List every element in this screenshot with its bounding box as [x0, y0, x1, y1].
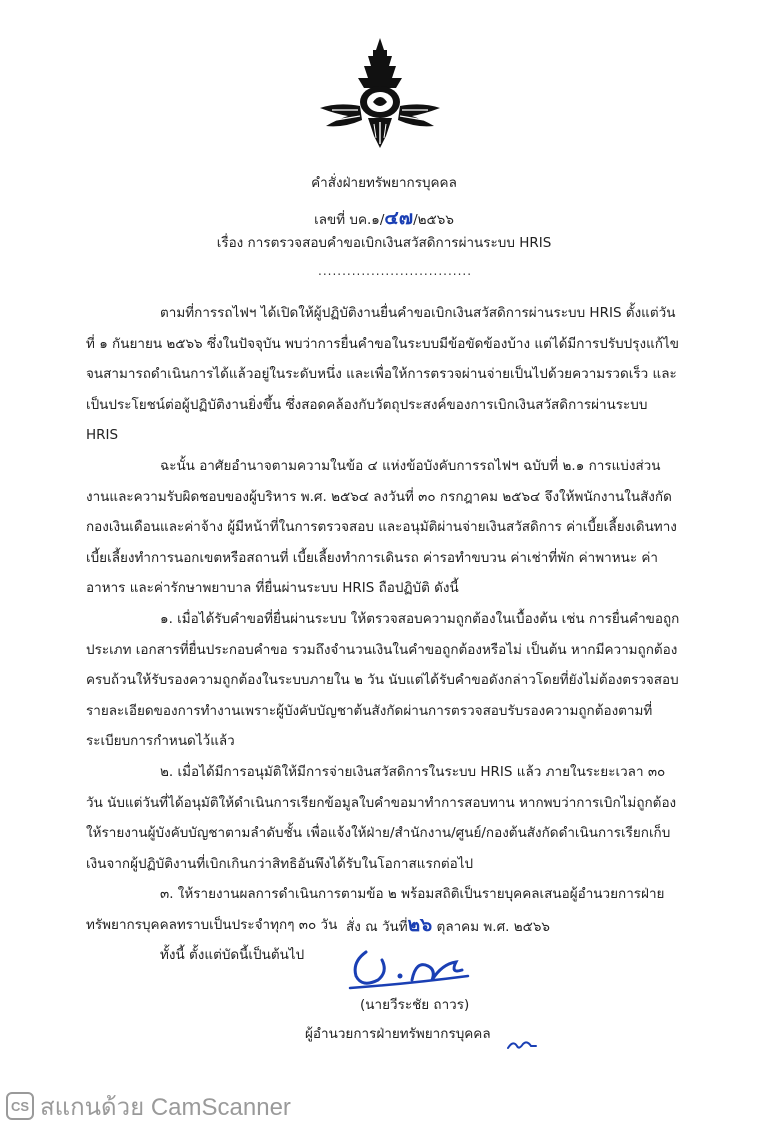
order-subject: เรื่อง การตรวจสอบคำขอเบิกเงินสวัสดิการผ่านระบบ HRIS	[216, 235, 552, 251]
initial-mark-icon	[505, 1036, 539, 1054]
order-number	[0, 203, 768, 233]
paragraph-background: ตามที่การรถไฟฯ ได้เปิดให้ผู้ปฏิบัติงานยื่นคำขอเบิกเงินสวัสดิการผ่านระบบ HRIS ตั้งแต่วันที่ ๑ กันยายน ๒๕๖๖ ซึ่งในปัจจุบัน พบว่าการยื่นคำขอในระบบมีข้อขัดข้องบ้าง แต่ได้มีการปรับปรุงแก้ไขจนสามารถดำเนินการได้แล้วอยู่ในระดับหนึ่ง และเพื่อให้การตรวจผ่านจ่ายเป็นไปด้วยความรวดเร็ว และเป็นประโยชน์ต่อผู้ปฏิบัติงานยิ่งขึ้น ซึ่งสอดคล้องกับวัตถุประสงค์ของการเบิกเงินสวัสดิการผ่านระบบ HRIS	[86, 305, 679, 444]
paragraph-item-1: ๑. เมื่อได้รับคำขอที่ยื่นผ่านระบบ ให้ตรวจสอบความถูกต้องในเบื้องต้น เช่น การยื่นคำขอถูกประเภท เอกสารที่ยื่นประกอบคำขอ รวมถึงจำนวนเงินในคำขอถูกต้องหรือไม่ เป็นต้น หากมีความถูกต้องครบถ้วนให้รับรองความถูกต้องในระบบภายใน ๒ วัน นับแต่ได้รับคำขอดังกล่าวโดยที่ยังไม่ต้องตรวจสอบรายละเอียดของการทำงานเพราะผู้บังคับบัญชาต้นสังกัดผ่านการตรวจสอบรับรองความถูกต้องตามที่ระเบียบการกำหนดไว้แล้ว	[86, 610, 680, 750]
camscanner-watermark	[6, 1090, 291, 1122]
paragraph-authority: ฉะนั้น อาศัยอำนาจตามความในข้อ ๔ แห่งข้อบังคับการรถไฟฯ ฉบับที่ ๒.๑ การแบ่งส่วนงานและความรับผิดชอบของผู้บริหาร พ.ศ. ๒๕๖๔ ลงวันที่ ๓๐ กรกฎาคม ๒๕๖๔ จึงให้พนักงานในสังกัดกองเงินเดือนและค่าจ้าง ผู้มีหน้าที่ในการตรวจสอบ และอนุมัติผ่านจ่ายเงินสวัสดิการ ค่าเบี้ยเลี้ยงเดินทาง เบี้ยเลี้ยงทำการนอกเขตหรือสถานที่ เบี้ยเลี้ยงทำการเดินรถ ค่ารอทำขบวน ค่าเช่าที่พัก ค่าพาหนะ ค่าอาหาร และค่ารักษาพยาบาล ที่ยื่นผ่านระบบ HRIS ถือปฏิบัติ ดังนี้	[86, 457, 677, 597]
order-title: คำสั่งฝ่ายทรัพยากรบุคคล	[311, 175, 457, 191]
order-number-suffix: /๒๕๖๖	[413, 212, 454, 228]
order-date-prefix: สั่ง ณ วันที่	[346, 919, 408, 935]
srt-emblem-icon	[318, 36, 442, 154]
order-number-handwritten: ๔๗	[384, 207, 414, 229]
order-number-prefix: เลขที่ บค.๑/	[314, 212, 385, 228]
camscanner-logo-icon: CS	[6, 1092, 34, 1120]
signer-name: (นายวีระชัย ถาวร)	[360, 997, 470, 1013]
order-date-day-handwritten: ๒๖	[407, 914, 433, 936]
order-date	[346, 910, 550, 940]
paragraph-effective: ทั้งนี้ ตั้งแต่บัดนี้เป็นต้นไป	[160, 947, 305, 964]
signature-icon	[346, 940, 474, 992]
signer-position: ผู้อำนวยการฝ่ายทรัพยากรบุคคล	[305, 1026, 491, 1042]
separator-dots: ................................	[318, 264, 473, 278]
order-date-suffix: ตุลาคม พ.ศ. ๒๕๖๖	[436, 919, 550, 935]
paragraph-item-3: ๓. ให้รายงานผลการดำเนินการตามข้อ ๒ พร้อมสถิติเป็นรายบุคคลเสนอผู้อำนวยการฝ่ายทรัพยากรบุคคลทราบเป็นประจำทุกๆ ๓๐ วัน	[86, 886, 665, 933]
paragraph-item-2: ๒. เมื่อได้มีการอนุมัติให้มีการจ่ายเงินสวัสดิการในระบบ HRIS แล้ว ภายในระยะเวลา ๓๐ วัน นับแต่วันที่ได้อนุมัติให้ดำเนินการเรียกข้อมูลใบคำขอมาทำการสอบทาน หากพบว่าการเบิกไม่ถูกต้องให้รายงานผู้บังคับบัญชาตามลำดับชั้น เพื่อแจ้งให้ฝ่าย/สำนักงาน/ศูนย์/กองต้นสังกัดดำเนินการเรียกเก็บเงินจากผู้ปฏิบัติงานที่เบิกเกินกว่าสิทธิอันพึงได้รับในโอกาสแรกต่อไป	[86, 763, 677, 872]
order-body	[86, 298, 682, 971]
camscanner-text: สแกนด้วย CamScanner	[40, 1093, 291, 1121]
